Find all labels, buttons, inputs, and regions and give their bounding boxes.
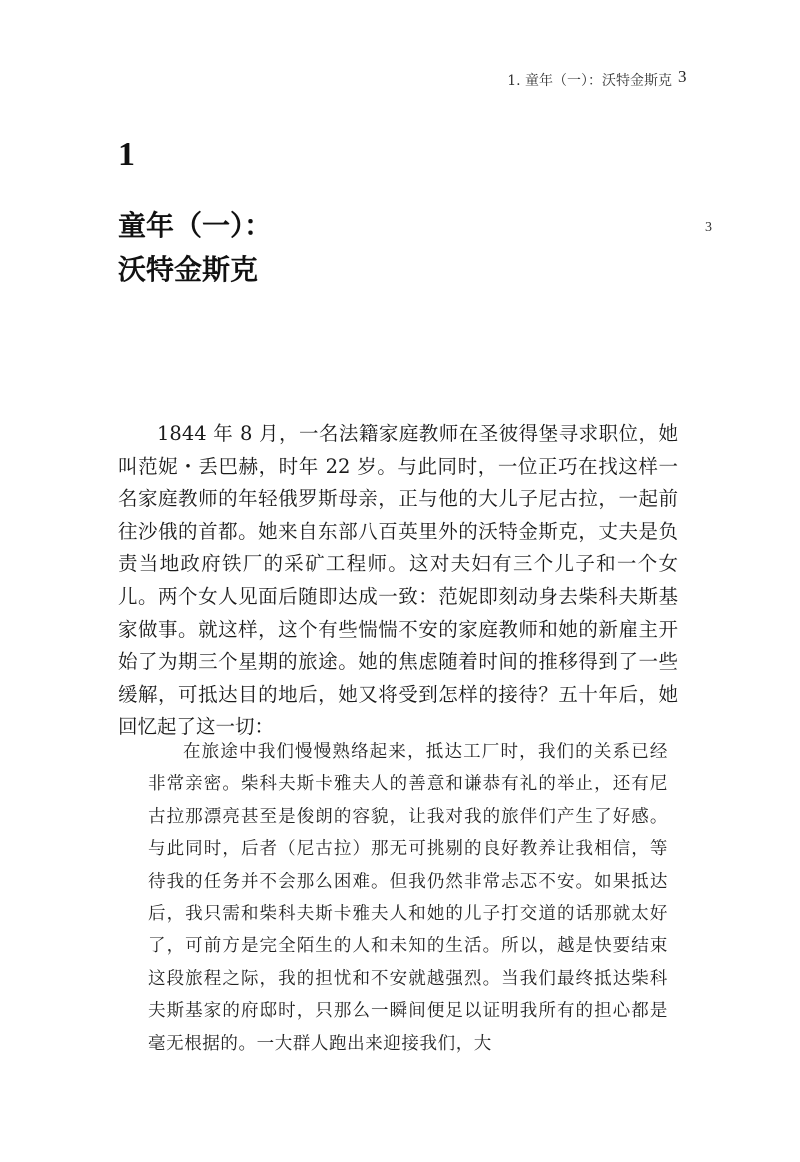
chapter-title (118, 204, 272, 292)
block-quote: 在旅途中我们慢慢熟络起来，抵达工厂时，我们的关系已经非常亲密。柴科夫斯卡雅夫人的善意和谦恭有礼的举止，还有尼古拉那漂亮甚至是俊朗的容貌，让我对我的旅伴们产生了好感。与此同时，后者（尼古拉）那无可挑剔的良好教养让我相信，等待我的任务并不会那么困难。但我仍然非常忐忑不安。如果抵达后，我只需和柴科夫斯卡雅夫人和她的儿子打交道的话那就太好了，可前方是完全陌生的人和未知的生活。所以，越是快要结束这段旅程之际，我的担忧和不安就越强烈。当我们最终抵达柴科夫斯基家的府邸时，只那么一瞬间便足以证明我所有的担心都是毫无根据的。一大群人跑出来迎接我们，大 (148, 742, 668, 1054)
chapter-title-line-1: 童年（一）： (118, 209, 273, 242)
chapter-number: 1 (118, 136, 135, 173)
chapter-title-line-2: 沃特金斯克 (118, 253, 259, 286)
margin-page-reference: 3 (705, 220, 712, 235)
page-number: 3 (678, 67, 687, 86)
running-header: 1. 童年（一）：沃特金斯克 (507, 73, 672, 89)
body-paragraph: 1844 年 8 月，一名法籍家庭教师在圣彼得堡寻求职位，她叫范妮・丢巴赫，时年 22 岁。与此同时，一位正巧在找这样一名家庭教师的年轻俄罗斯母亲，正与他的大儿子尼古拉，一起前往沙俄的首都。她来自东部八百英里外的沃特金斯克，丈夫是负责当地政府铁厂的采矿工程师。这对夫妇有三个儿子和一个女儿。两个女人见面后随即达成一致：范妮即刻动身去柴科夫斯基家做事。就这样，这个有些惴惴不安的家庭教师和她的新雇主开始了为期三个星期的旅途。她的焦虑随着时间的推移得到了一些缓解，可抵达目的地后，她又将受到怎样的接待？五十年后，她回忆起了这一切： (118, 422, 678, 739)
